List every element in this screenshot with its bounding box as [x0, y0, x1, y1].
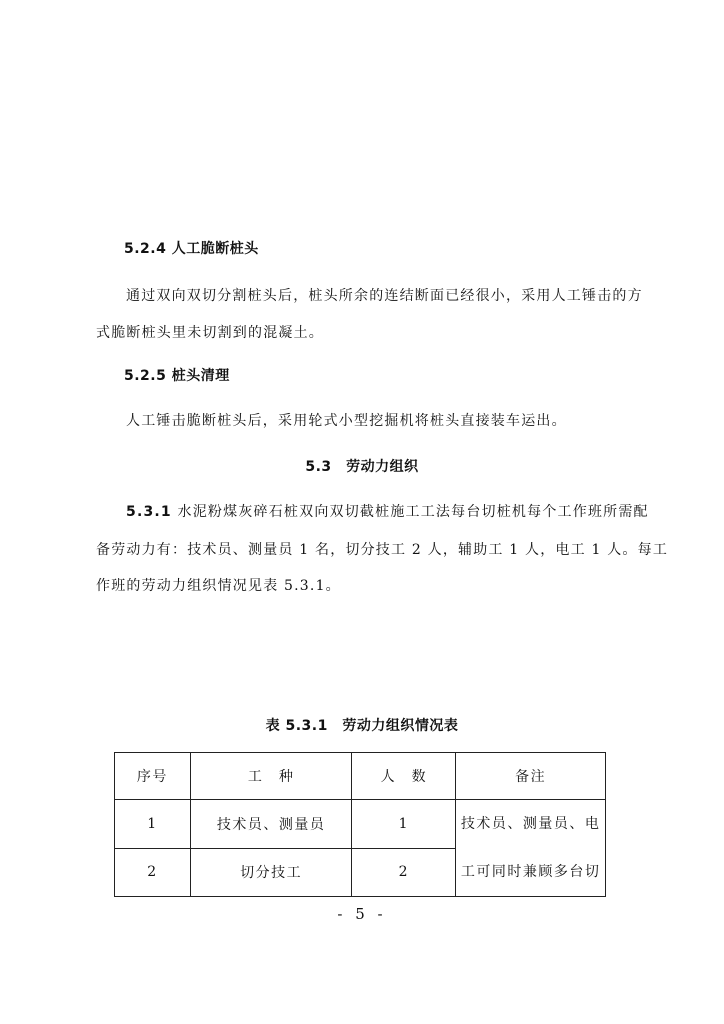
paragraph-5-3-1-line-2: 备劳动力有：技术员、测量员 1 名，切分技工 2 人，辅助工 1 人，电工 1 人。每工 [96, 542, 669, 558]
cell-remarks [456, 800, 606, 897]
remarks-line-2: 工可同时兼顾多台切 [460, 864, 601, 880]
cell-serial: 2 [115, 848, 191, 897]
paragraph-5-2-4-line-2: 式脆断桩头里未切割到的混凝土。 [96, 325, 324, 341]
table-row [115, 800, 606, 849]
table-header-row [115, 753, 606, 800]
header-count: 人 数 [352, 753, 456, 800]
cell-count: 1 [352, 800, 456, 849]
page-number: - 5 - [337, 905, 387, 923]
paragraph-5-3-1-line-1 [126, 501, 649, 521]
labor-table [114, 752, 606, 897]
heading-5-3: 5.3 劳动力组织 [305, 459, 419, 475]
cell-work-type: 切分技工 [190, 848, 352, 897]
table-caption: 表 5.3.1 劳动力组织情况表 [265, 718, 459, 734]
paragraph-5-3-1-line-3: 作班的劳动力组织情况见表 5.3.1。 [96, 578, 341, 594]
heading-5-2-4: 5.2.4 人工脆断桩头 [124, 241, 259, 257]
cell-work-type: 技术员、测量员 [190, 800, 352, 849]
remarks-line-1: 技术员、测量员、电 [460, 816, 601, 832]
cell-serial: 1 [115, 800, 191, 849]
paragraph-5-2-5-line-1: 人工锤击脆断桩头后，采用轮式小型挖掘机将桩头直接装车运出。 [126, 413, 567, 429]
clause-text: 水泥粉煤灰碎石桩双向双切截桩施工工法每台切桩机每个工作班所需配 [171, 504, 649, 520]
header-serial: 序号 [115, 753, 191, 800]
header-work-type: 工 种 [190, 753, 352, 800]
cell-count: 2 [352, 848, 456, 897]
header-remarks: 备注 [456, 753, 606, 800]
heading-5-2-5: 5.2.5 桩头清理 [124, 368, 230, 384]
clause-number: 5.3.1 [126, 504, 172, 520]
paragraph-5-2-4-line-1: 通过双向双切分割桩头后，桩头所余的连结断面已经很小，采用人工锤击的方 [126, 288, 643, 304]
